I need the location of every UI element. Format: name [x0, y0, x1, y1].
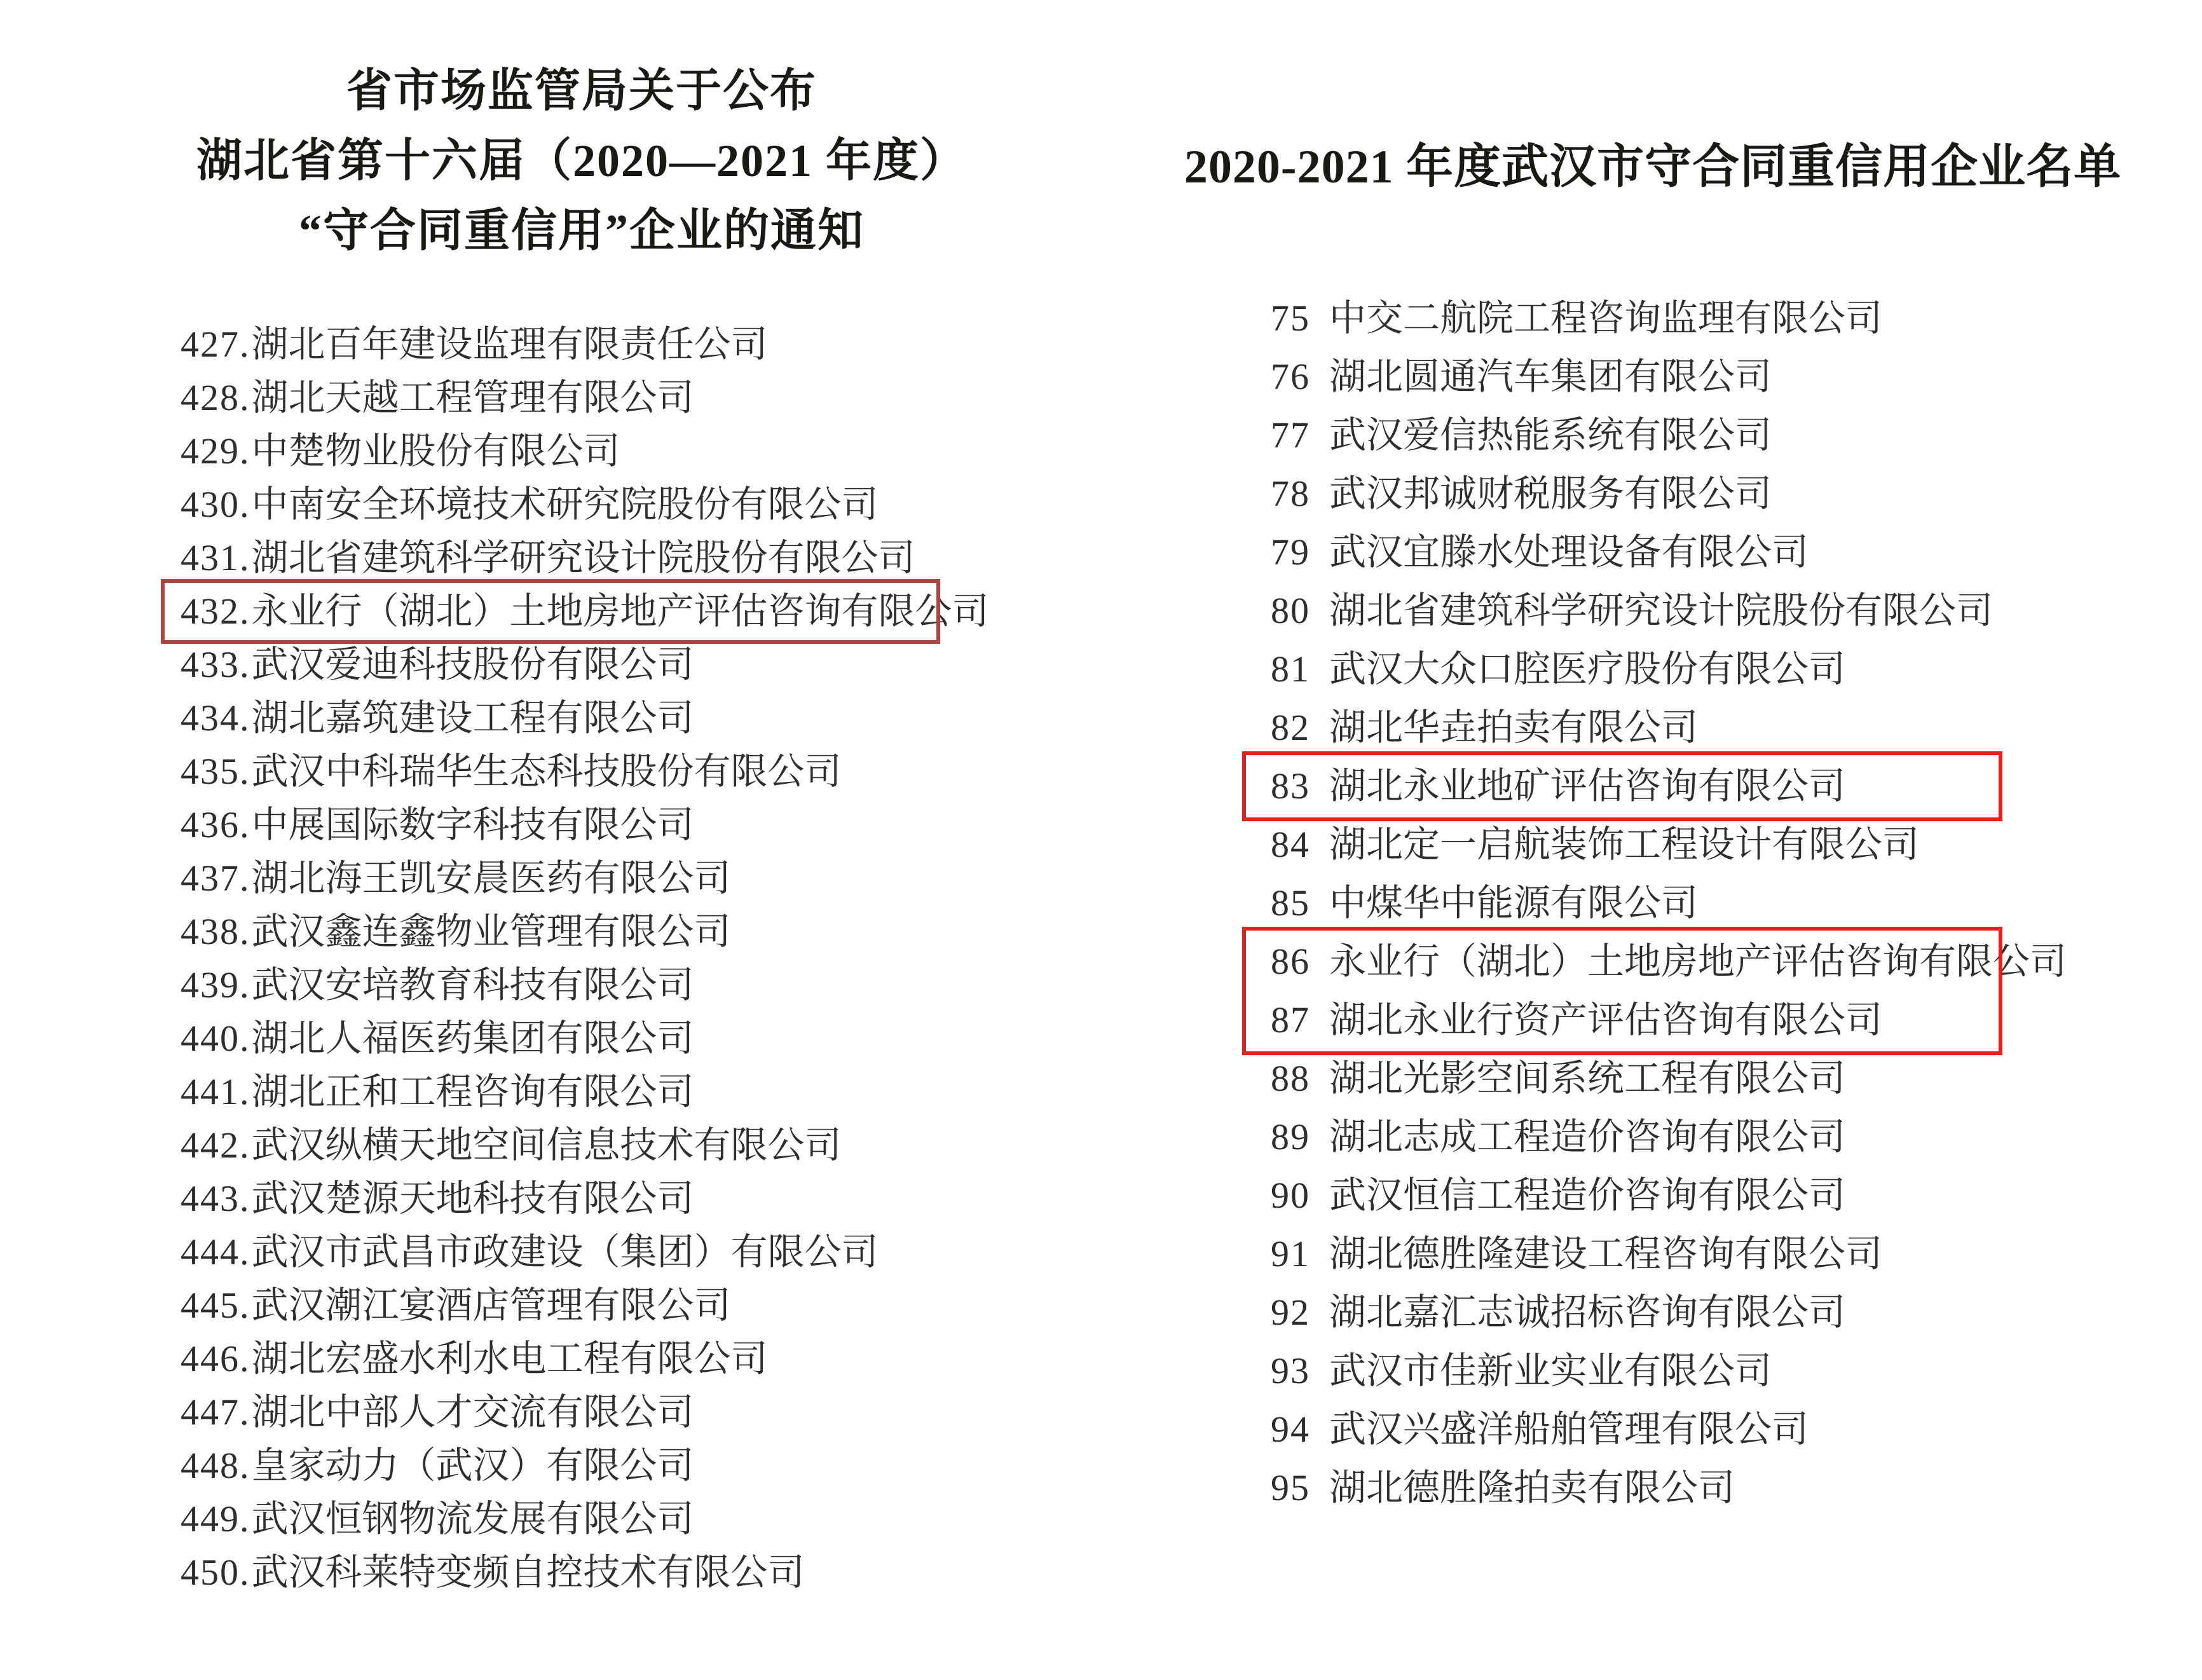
list-item — [167, 959, 934, 1012]
company-name: 湖北华垚拍卖有限公司 — [1329, 707, 1699, 748]
entry-number: 86 — [1271, 941, 1310, 982]
company-name: 武汉爱迪科技股份有限公司 — [251, 644, 694, 685]
entry-number: 448. — [181, 1445, 250, 1486]
list-item — [1248, 1108, 1997, 1166]
highlight-box — [1248, 932, 2067, 1049]
list-item — [1248, 289, 1997, 348]
list-item — [167, 745, 934, 798]
company-name: 武汉科莱特变频自控技术有限公司 — [251, 1552, 805, 1593]
list-item — [167, 531, 934, 585]
right-company-list — [1248, 289, 2067, 1517]
company-name: 武汉恒信工程造价咨询有限公司 — [1329, 1175, 1846, 1216]
left-title-line-2: 湖北省第十六届（2020—2021 年度） — [196, 135, 967, 186]
list-item — [167, 1546, 934, 1599]
entry-number: 443. — [181, 1178, 250, 1219]
company-name: 湖北定一启航装饰工程设计有限公司 — [1329, 824, 1920, 865]
company-name: 湖北中部人才交流有限公司 — [251, 1391, 694, 1433]
company-name: 湖北光影空间系统工程有限公司 — [1329, 1058, 1846, 1099]
entry-number: 88 — [1271, 1058, 1310, 1099]
company-name: 武汉纵横天地空间信息技术有限公司 — [251, 1124, 842, 1166]
entry-number: 450. — [181, 1552, 250, 1593]
left-company-list — [167, 318, 989, 1599]
company-name: 武汉邦诚财税服务有限公司 — [1329, 473, 1772, 514]
entry-number: 428. — [181, 377, 250, 418]
right-list-title: 2020-2021 年度武汉市守合同重信用企业名单 — [1184, 141, 2122, 193]
company-name: 武汉大众口腔医疗股份有限公司 — [1329, 648, 1846, 690]
list-item — [167, 1012, 934, 1065]
company-name: 湖北海王凯安晨医药有限公司 — [251, 857, 731, 899]
company-name: 武汉楚源天地科技有限公司 — [251, 1178, 694, 1219]
company-name: 永业行（湖北）土地房地产评估咨询有限公司 — [251, 591, 989, 632]
list-item — [1248, 699, 1997, 757]
entry-number: 449. — [181, 1498, 250, 1540]
company-name: 中楚物业股份有限公司 — [251, 430, 620, 472]
list-item — [1248, 1400, 1997, 1459]
entry-number: 444. — [181, 1231, 250, 1273]
company-name: 湖北永业行资产评估咨询有限公司 — [1329, 999, 1883, 1041]
company-name: 武汉恒钢物流发展有限公司 — [251, 1498, 694, 1540]
company-name: 湖北省建筑科学研究设计院股份有限公司 — [251, 537, 915, 578]
entry-number: 431. — [181, 537, 250, 578]
entry-number: 95 — [1271, 1467, 1310, 1508]
company-name: 湖北人福医药集团有限公司 — [251, 1018, 694, 1059]
list-item — [167, 371, 934, 425]
entry-number: 87 — [1271, 999, 1310, 1041]
entry-number: 440. — [181, 1018, 250, 1059]
entry-number: 77 — [1271, 414, 1310, 456]
entry-number: 75 — [1271, 297, 1310, 339]
list-item — [1248, 932, 2067, 991]
entry-number: 439. — [181, 964, 250, 1006]
company-name: 湖北嘉汇志诚招标咨询有限公司 — [1329, 1292, 1846, 1333]
entry-number: 427. — [181, 324, 250, 365]
list-item — [167, 318, 934, 371]
company-name: 中交二航院工程咨询监理有限公司 — [1329, 297, 1883, 339]
list-item — [1248, 1049, 1997, 1108]
company-name: 湖北百年建设监理有限责任公司 — [251, 324, 768, 365]
list-item — [1248, 1166, 1997, 1225]
highlight-box — [167, 585, 989, 638]
left-title-line-3: “守合同重信用”企业的通知 — [298, 205, 865, 256]
company-name: 湖北天越工程管理有限公司 — [251, 377, 694, 418]
company-name: 湖北德胜隆拍卖有限公司 — [1329, 1467, 1735, 1508]
entry-number: 437. — [181, 857, 250, 899]
entry-number: 84 — [1271, 824, 1310, 865]
list-item — [167, 585, 989, 638]
company-name: 永业行（湖北）土地房地产评估咨询有限公司 — [1329, 941, 2067, 982]
list-item — [1248, 523, 1997, 582]
list-item — [167, 852, 934, 905]
company-name: 中煤华中能源有限公司 — [1329, 882, 1699, 924]
list-item — [167, 1439, 934, 1492]
list-item — [1248, 640, 1997, 699]
list-item — [167, 692, 934, 745]
entry-number: 446. — [181, 1338, 250, 1379]
list-item — [167, 1386, 934, 1439]
list-item — [167, 1172, 934, 1226]
highlight-box — [1248, 757, 1997, 816]
company-name: 湖北省建筑科学研究设计院股份有限公司 — [1329, 590, 1993, 631]
list-item — [1248, 874, 1997, 932]
list-item — [167, 1492, 934, 1546]
list-item — [1248, 991, 1997, 1049]
company-name: 湖北宏盛水利水电工程有限公司 — [251, 1338, 768, 1379]
entry-number: 441. — [181, 1071, 250, 1112]
entry-number: 79 — [1271, 531, 1310, 573]
left-title-line-1: 省市场监管局关于公布 — [346, 65, 817, 116]
company-name: 湖北德胜隆建设工程咨询有限公司 — [1329, 1233, 1883, 1274]
list-item — [167, 425, 934, 478]
entry-number: 78 — [1271, 473, 1310, 514]
company-name: 湖北永业地矿评估咨询有限公司 — [1329, 765, 1846, 807]
list-item — [167, 478, 934, 531]
list-item — [167, 1226, 934, 1279]
entry-number: 94 — [1271, 1409, 1310, 1450]
company-name: 中南安全环境技术研究院股份有限公司 — [251, 484, 879, 525]
entry-number: 93 — [1271, 1350, 1310, 1391]
left-notice-title — [159, 56, 1004, 266]
entry-number: 89 — [1271, 1116, 1310, 1158]
list-item — [1248, 1225, 1997, 1283]
entry-number: 430. — [181, 484, 250, 525]
entry-number: 433. — [181, 644, 250, 685]
entry-number: 442. — [181, 1124, 250, 1166]
company-name: 武汉市武昌市政建设（集团）有限公司 — [251, 1231, 879, 1273]
entry-number: 432. — [181, 591, 250, 632]
list-item — [1248, 1459, 1997, 1517]
entry-number: 76 — [1271, 356, 1310, 397]
company-name: 武汉市佳新业实业有限公司 — [1329, 1350, 1772, 1391]
entry-number: 81 — [1271, 648, 1310, 690]
entry-number: 83 — [1271, 765, 1310, 807]
list-item — [1248, 465, 1997, 523]
company-name: 武汉中科瑞华生态科技股份有限公司 — [251, 751, 842, 792]
company-name: 武汉兴盛洋船舶管理有限公司 — [1329, 1409, 1809, 1450]
entry-number: 435. — [181, 751, 250, 792]
entry-number: 429. — [181, 430, 250, 472]
entry-number: 434. — [181, 697, 250, 739]
company-name: 湖北正和工程咨询有限公司 — [251, 1071, 694, 1112]
entry-number: 436. — [181, 804, 250, 845]
entry-number: 91 — [1271, 1233, 1310, 1274]
entry-number: 92 — [1271, 1292, 1310, 1333]
company-name: 武汉安培教育科技有限公司 — [251, 964, 694, 1006]
company-name: 湖北嘉筑建设工程有限公司 — [251, 697, 694, 739]
entry-number: 82 — [1271, 707, 1310, 748]
list-item — [167, 1279, 934, 1332]
entry-number: 85 — [1271, 882, 1310, 924]
company-name: 武汉宜滕水处理设备有限公司 — [1329, 531, 1809, 573]
company-name: 皇家动力（武汉）有限公司 — [251, 1445, 694, 1486]
company-name: 武汉爱信热能系统有限公司 — [1329, 414, 1772, 456]
list-item — [1248, 1283, 1997, 1342]
entry-number: 80 — [1271, 590, 1310, 631]
list-item — [1248, 816, 1997, 874]
entry-number: 445. — [181, 1285, 250, 1326]
list-item — [167, 1119, 934, 1172]
list-item — [167, 638, 934, 692]
list-item — [167, 798, 934, 852]
list-item — [167, 1332, 934, 1386]
list-item — [1248, 757, 1997, 816]
company-name: 中展国际数字科技有限公司 — [251, 804, 694, 845]
list-item — [167, 1065, 934, 1119]
list-item — [167, 905, 934, 959]
list-item — [1248, 348, 1997, 406]
list-item — [1248, 406, 1997, 465]
entry-number: 447. — [181, 1391, 250, 1433]
list-item — [1248, 1342, 1997, 1400]
entry-number: 438. — [181, 911, 250, 952]
company-name: 湖北圆通汽车集团有限公司 — [1329, 356, 1772, 397]
entry-number: 90 — [1271, 1175, 1310, 1216]
company-name: 湖北志成工程造价咨询有限公司 — [1329, 1116, 1846, 1158]
company-name: 武汉潮江宴酒店管理有限公司 — [251, 1285, 731, 1326]
company-name: 武汉鑫连鑫物业管理有限公司 — [251, 911, 731, 952]
list-item — [1248, 582, 1997, 640]
